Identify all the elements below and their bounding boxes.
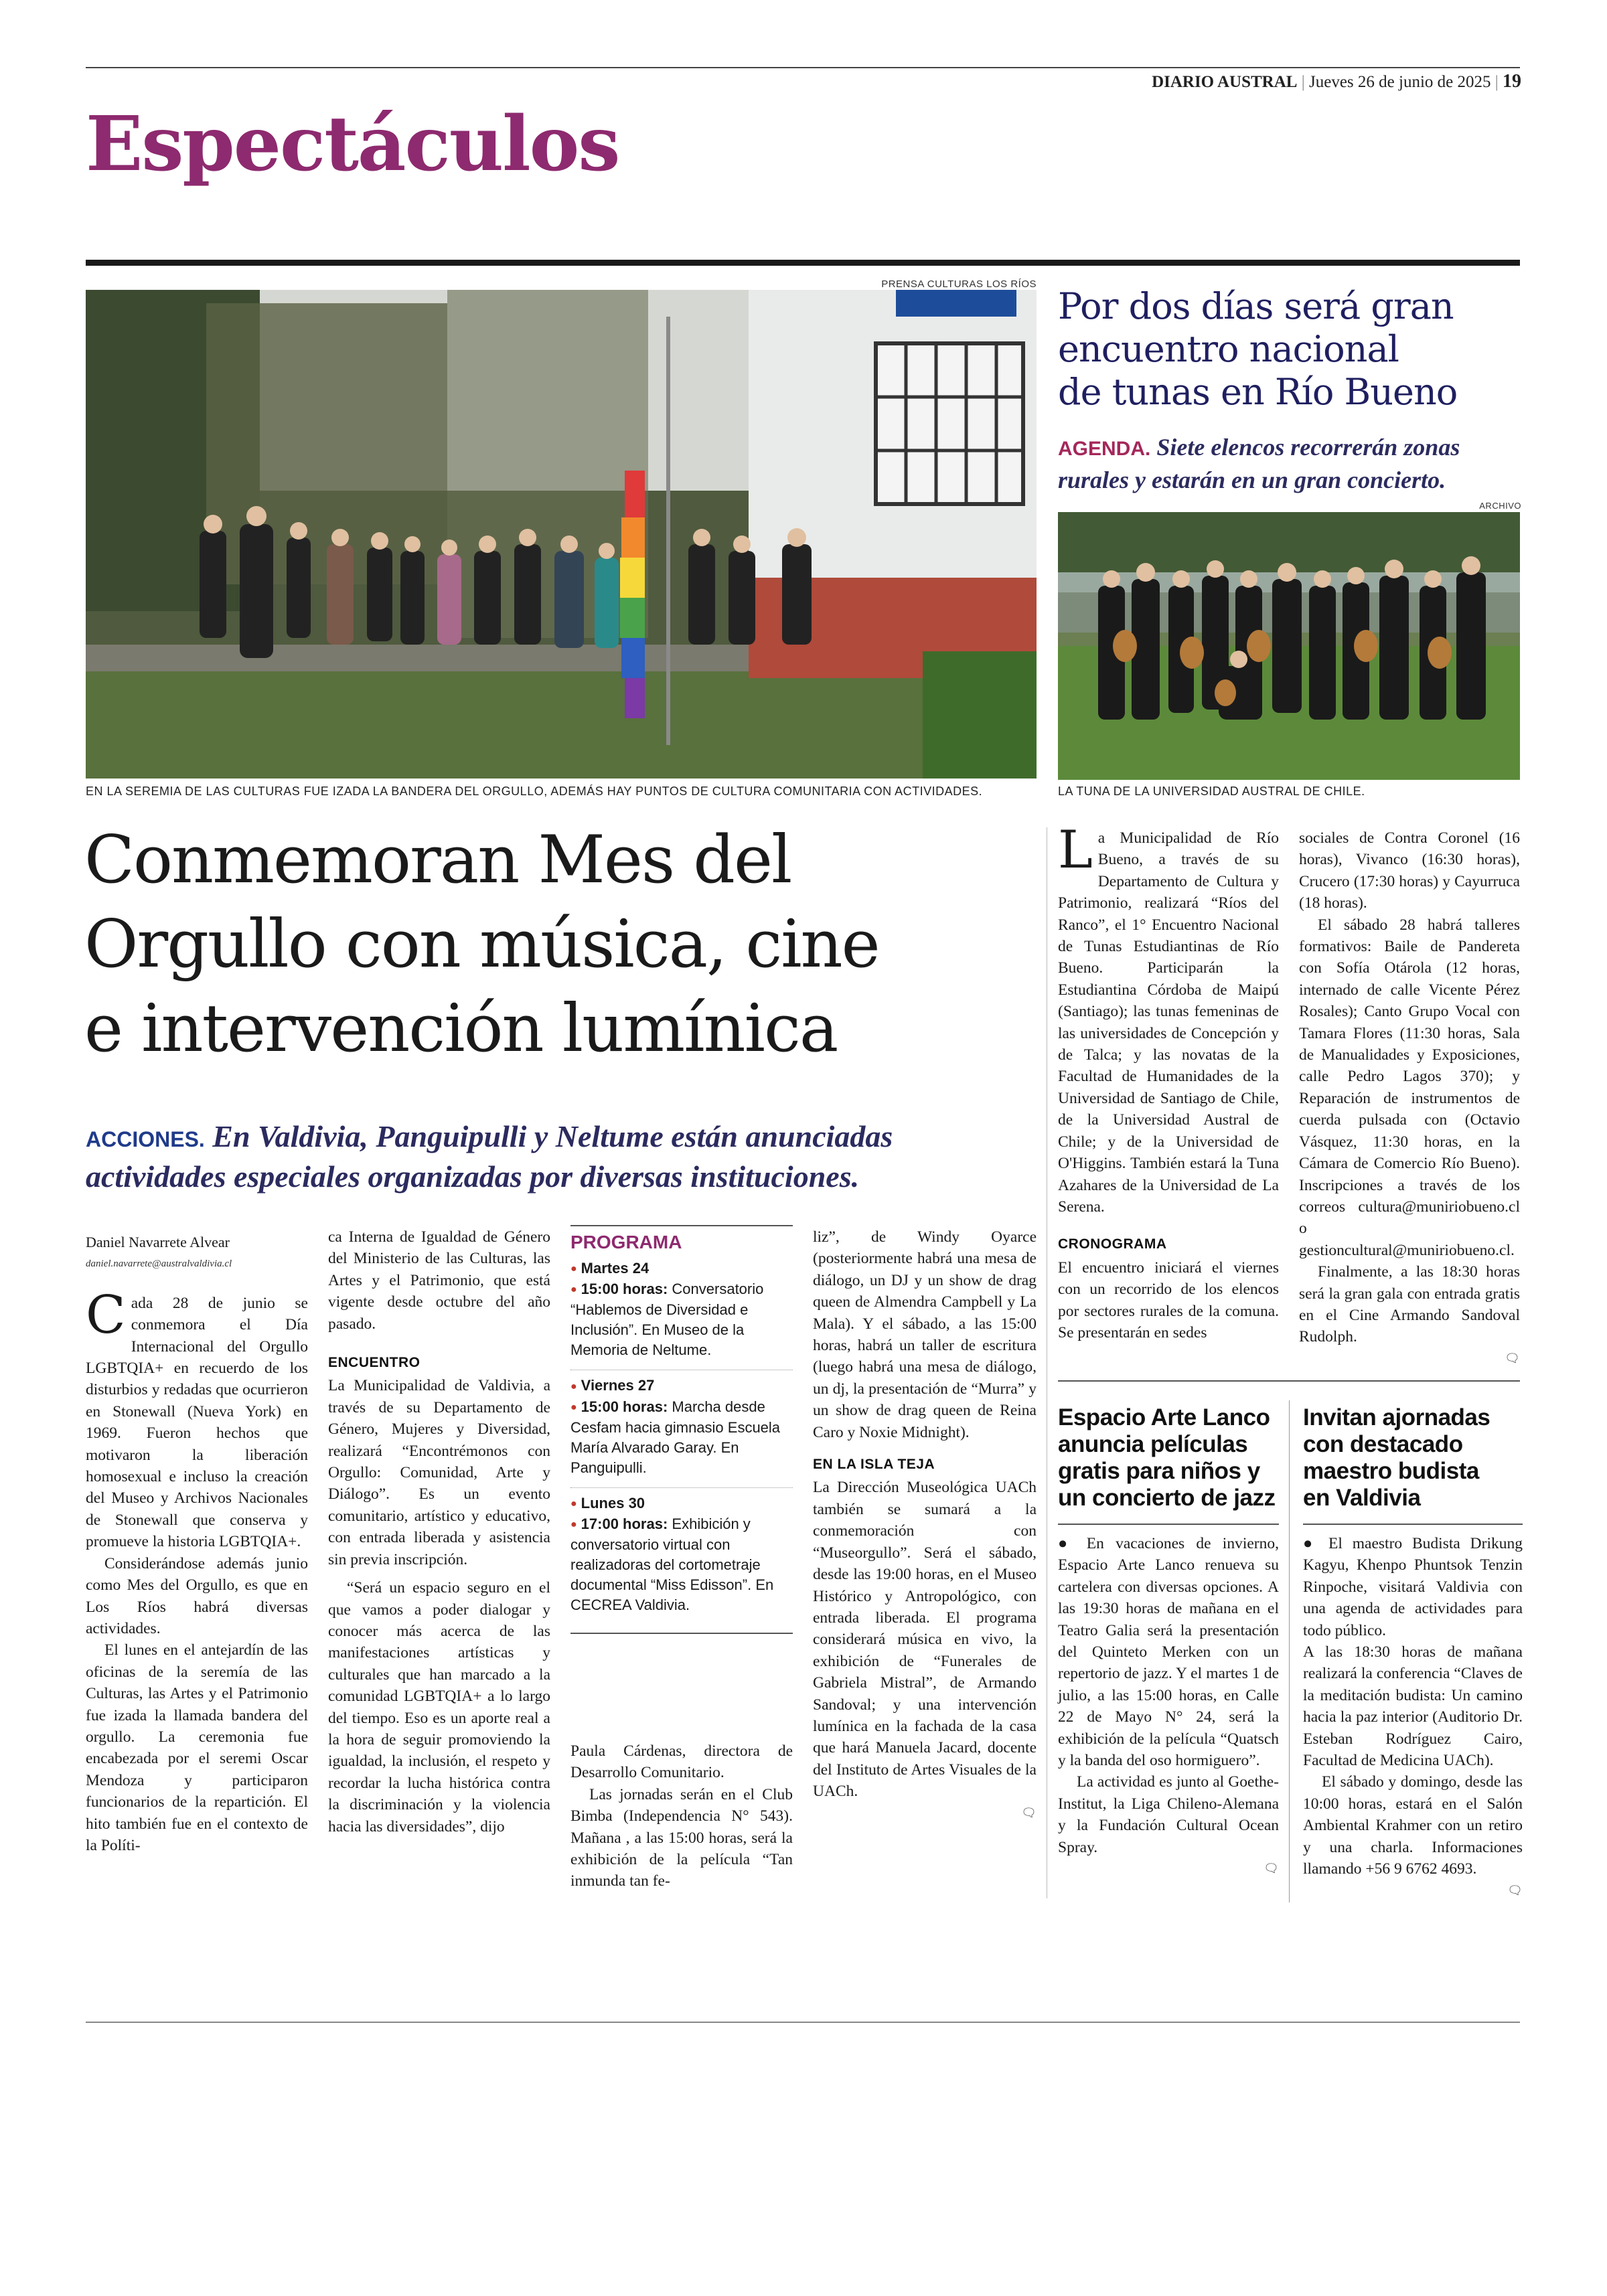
main-headline	[84, 818, 1049, 1071]
box-right-headline-line: maestro budista	[1303, 1458, 1479, 1484]
side-col2-p1: sociales de Contra Coronel (16 horas), Vivanco (16:30 horas), Crucero (17:30 horas) y Cayurruca (18 horas).	[1299, 829, 1520, 912]
side-photo-caption: LA TUNA DE LA UNIVERSIDAD AUSTRAL DE CHILE.	[1058, 785, 1365, 798]
main-col2-p1: ca Interna de Igualdad de Género del Ministerio de las Culturas, las Artes y el Patrimonio, que está vigente desde octubre del año pasado.	[328, 1228, 550, 1333]
program-top-rule	[570, 1225, 793, 1226]
tuna-group-image	[1058, 512, 1520, 780]
isla-teja-subhead: EN LA ISLA TEJA	[813, 1457, 935, 1473]
bullet-dot-icon: ●	[570, 1380, 577, 1392]
page-number: 19	[1503, 71, 1521, 92]
side-col1-p1: a Municipalidad de Río Bueno, a través de su Departamento de Cultura y Patrimonio, realizará “Ríos del Ranco”, el 1° Encuentro Nacional de Tunas Estudiantinas de Río Bueno. Participarán la Estudiantina Córdoba de Maipú (Santiago); las tunas femeninas de las universidades de Concepción y de Talca; y las novatas de la Facultad de Humanidades de la Universidad de Santiago de Chile, de la Universidad Austral de Chile; y de la Universidad de O'Higgins. También estará la Tuna Azahares de la Universidad de La Serena.	[1058, 829, 1279, 1216]
encuentro-subhead: ENCUENTRO	[328, 1355, 420, 1371]
box-right-rule	[1303, 1524, 1523, 1525]
side-dropcap: L	[1058, 820, 1093, 880]
bottom-rule	[86, 2022, 1520, 2023]
main-col4-p2: La Dirección Museológica UACh también se sumará a la conmemoración con “Museorgullo”. Será el sábado, desde las 19:00 horas, en el Museo Histórico y Antropológico, con entrada liberada. El programa considerará música en vivo, la exhibición de “Funerales de Gabriela Mistral”, de Armando Sandoval; y una intervención lumínica en la fachada de la casa que hará Manuela Jacard, docente del Instituto de Artes Visuales de la UACh.	[813, 1479, 1037, 1801]
boxes-top-rule	[1058, 1380, 1520, 1382]
side-col1-p2: El encuentro iniciará el viernes con un recorrido de los elencos por sectores rurales de la comuna. Se presentarán en sedes	[1058, 1258, 1279, 1341]
side-lead-line-1: Siete elencos recorrerán zonas	[1156, 434, 1460, 461]
program-text: Marcha desde Cesfam hacia gimnasio Escuela María Alvarado Garay. En Panguipulli.	[570, 1398, 781, 1476]
main-col1-p3: El lunes en el antejardín de las oficinas de la seremía de las Culturas, las Artes y el Patrimonio fue izada la llamada bandera del orgullo. La ceremonia fue encabezada por el seremi Oscar Mendoza y participaron funcionarios de la repartición. El hito también fue en el contexto de la Políti-	[86, 1641, 308, 1854]
bullet-dot-icon: ●	[1058, 1535, 1087, 1552]
main-lead	[86, 1118, 1050, 1196]
end-mark-icon: 🗨	[1507, 1883, 1523, 1898]
box-right-headline	[1303, 1404, 1523, 1511]
side-lead	[1058, 432, 1527, 495]
main-lead-line-2: actividades especiales organizadas por diversas instituciones.	[86, 1159, 860, 1194]
box-right-p1: El maestro Budista Drikung Kagyu, Khenpo Phuntsok Tenzin Rinpoche, visitará Valdivia con una agenda de actividades para todo público.	[1303, 1535, 1523, 1639]
box-left-headline-line: anuncia películas	[1058, 1431, 1248, 1457]
section-title: Espectáculos	[86, 100, 619, 188]
side-headline	[1058, 285, 1527, 414]
program-day: Martes 24	[581, 1260, 649, 1277]
side-col2-p3: Finalmente, a las 18:30 horas será la gran gala con entrada gratis en el Cine Armando Sandoval Rudolph.	[1299, 1263, 1520, 1346]
box-left-headline-line: Espacio Arte Lanco	[1058, 1404, 1270, 1430]
main-headline-line-2: Orgullo con música, cine	[84, 906, 879, 983]
side-headline-line-2: encuentro nacional	[1058, 328, 1399, 370]
side-col-1	[1058, 820, 1279, 1343]
main-col2-p3: “Será un espacio seguro en el que vamos a poder dialogar y conocer más acerca de las manifestaciones artísticas y culturales que han marcado a la comunidad LGBTQIA+ a lo largo del tiempo. Eso es un aporte real a la hora de seguir promoviendo la igualdad, la inclusión, el respeto y recordar la lucha histórica contra la discriminación y la violencia hacia las diversidades”, dijo	[328, 1579, 550, 1835]
bullet-dot-icon: ●	[1303, 1535, 1329, 1552]
main-lead-line-1: En Valdivia, Panguipulli y Neltume están anunciadas	[212, 1119, 893, 1153]
main-col-3	[570, 1740, 793, 1892]
program-text: Exhibición y conversatorio virtual con realizadoras del cortometraje documental “Miss Edisson”. En CECREA Valdivia.	[570, 1515, 774, 1614]
side-lead-line-2: rurales y estarán en un gran concierto.	[1058, 467, 1446, 493]
side-col-2	[1299, 827, 1520, 1370]
box-right-p2: A las 18:30 horas de mañana realizará la conferencia “Claves de la meditación budista: Un camino hacia la paz interior (Auditorio Dr. Esteban Rodríguez Cairo, Facultad de Medicina UACh).	[1303, 1643, 1523, 1770]
byline: Daniel Navarrete Alvear	[86, 1234, 230, 1250]
section-rule	[86, 260, 1520, 266]
bullet-dot-icon: ●	[570, 1284, 577, 1296]
main-dropcap: C	[86, 1285, 126, 1345]
side-photo-credit: ARCHIVO	[1479, 501, 1521, 511]
program-text: Conversatorio “Hablemos de Diversidad e Inclusión”. En Museo de la Memoria de Neltume.	[570, 1281, 764, 1359]
main-col-2	[328, 1226, 550, 1837]
cronograma-subhead: CRONOGRAMA	[1058, 1236, 1167, 1252]
side-photo	[1058, 512, 1520, 780]
program-day: Lunes 30	[581, 1494, 645, 1511]
main-col-1	[86, 1232, 308, 1856]
box-left-p1: En vacaciones de invierno, Espacio Arte Lanco renueva su cartelera con diversas opciones. A las 19:30 horas de mañana en el Teatro Galia será la presentación del Quinteto Merken con un repertorio de jazz. Y el martes 1 de julio, a las 15:00 horas, en Calle 22 de Mayo N° 24, será la exhibición de la película “Quatsch y la banda del oso hormiguero”.	[1058, 1535, 1279, 1770]
header-date: Jueves 26 de junio de 2025	[1309, 73, 1491, 91]
program-item	[570, 1258, 793, 1360]
main-headline-line-1: Conmemoran Mes del	[84, 822, 791, 898]
side-headline-line-3: de tunas en Río Bueno	[1058, 371, 1458, 413]
end-mark-icon: 🗨	[1264, 1862, 1279, 1876]
box-left-p2: La actividad es junto al Goethe-Institut, la Liga Chileno-Alemana y la Fundación Cultural Ocean Spray.	[1058, 1773, 1279, 1856]
box-left-headline-line: un concierto de jazz	[1058, 1485, 1276, 1511]
bullet-dot-icon: ●	[570, 1497, 577, 1509]
main-photo-caption: EN LA SEREMIA DE LAS CULTURAS FUE IZADA LA BANDERA DEL ORGULLO, ADEMÁS HAY PUNTOS DE CULTURA COMUNITARIA CON ACTIVIDADES.	[86, 785, 983, 798]
program-day: Viernes 27	[581, 1377, 655, 1394]
main-photo-credit: PRENSA CULTURAS LOS RÍOS	[881, 278, 1037, 290]
main-col4-p1: liz”, de Windy Oyarce (posteriormente habrá una mesa de diálogo, un DJ y un show de drag queen de Almendra Campbell y La Mala). Y el sábado, a las 15:00 horas, habrá un taller de escritura (luego habrá una mesa de diálogo, un dj, la presentación de “Murra” y un show de drag queen de Reina Caro y Noxie Midnight).	[813, 1228, 1037, 1441]
box-left	[1058, 1404, 1279, 1880]
program-time: 15:00 horas:	[581, 1398, 668, 1415]
box-right-headline-line: en Valdivia	[1303, 1485, 1421, 1511]
program-item	[570, 1493, 793, 1615]
paper-name: DIARIO AUSTRAL	[1152, 73, 1298, 91]
bullet-dot-icon: ●	[570, 1401, 577, 1413]
main-photo	[86, 290, 1037, 778]
pride-flag-ceremony-image	[86, 290, 1037, 778]
bullet-dot-icon: ●	[570, 1519, 577, 1531]
main-col1-p1: ada 28 de junio se conmemora el Día Internacional del Orgullo LGBTQIA+ en recuerdo de los disturbios y redadas que ocurrieron en Stonewall (Nueva York) en 1969. Fueron hechos que motivaron la liberación homosexual e incluso la creación del Museo y Archivos Nacionales de Stonewall que conserva y promueve la historia LGBTQIA+.	[86, 1294, 308, 1551]
program-list	[570, 1258, 793, 1615]
end-mark-icon: 🗨	[1505, 1351, 1520, 1366]
bullet-dot-icon: ●	[570, 1263, 577, 1275]
box-right	[1303, 1404, 1523, 1902]
main-headline-line-3: e intervención lumínica	[84, 991, 838, 1067]
main-col-4	[813, 1226, 1037, 1824]
side-headline-line-1: Por dos días será gran	[1058, 285, 1454, 327]
program-title: PROGRAMA	[570, 1232, 682, 1252]
program-time: 15:00 horas:	[581, 1281, 668, 1298]
program-bottom-rule	[570, 1633, 793, 1634]
main-col3-p2: Las jornadas serán en el Club Bimba (Independencia N° 543). Mañana , a las 15:00 horas, será la exhibición de la película “Tan inmunda tan fe-	[570, 1785, 793, 1890]
program-time: 17:00 horas:	[581, 1515, 668, 1532]
box-left-rule	[1058, 1524, 1279, 1525]
box-left-headline	[1058, 1404, 1279, 1511]
box-right-p3: El sábado y domingo, desde las 10:00 horas, estará en el Salón Ambiental Krahmer con un retiro y una charla. Informaciones llamando +56 9 6762 4693.	[1303, 1773, 1523, 1878]
side-kicker: AGENDA.	[1058, 438, 1151, 460]
boxes-divider	[1289, 1400, 1290, 1902]
end-mark-icon: 🗨	[1021, 1805, 1037, 1820]
main-col3-p1: Paula Cárdenas, directora de Desarrollo Comunitario.	[570, 1742, 793, 1782]
box-left-headline-line: gratis para niños y	[1058, 1458, 1260, 1484]
box-right-headline-line: con destacado	[1303, 1431, 1463, 1457]
top-rule	[86, 67, 1520, 68]
page-header: DIARIO AUSTRAL | Jueves 26 de junio de 2025 | 19	[1152, 71, 1521, 92]
side-col2-p2: El sábado 28 habrá talleres formativos: Baile de Pandereta con Sofía Otárola (12 horas, internado de calle Vicente Pérez Rosales); Canto Grupo Vocal con Tamara Flores (11:30 horas, Sala de Manualidades y Exposiciones, calle Pedro Lagos 370); y Reparación de instrumentos de cuerda pulsada con (Octavio Vásquez, 11:30 horas, en la Cámara de Comercio Río Bueno). Inscripciones a través de los correos cultura@muniriobueno.cl o gestioncultural@muniriobueno.cl.	[1299, 916, 1520, 1259]
byline-email: daniel.navarrete@australvaldivia.cl	[86, 1258, 232, 1270]
main-col1-p2: Considerándose además junio como Mes del Orgullo, es que en Los Ríos habrá diversas actividades.	[86, 1554, 308, 1637]
main-col2-p2: La Municipalidad de Valdivia, a través de su Departamento de Género, Mujeres y Diversidad, realizará “Encontrémonos con Orgullo: Comunidad, Arte y Diálogo”. Es un evento comunitario, artístico y educativo, con entrada liberada y asistencia sin previa inscripción.	[328, 1377, 550, 1568]
box-right-headline-line: Invitan ajornadas	[1303, 1404, 1490, 1430]
main-kicker: ACCIONES.	[86, 1127, 205, 1151]
program-box	[570, 1225, 793, 1634]
program-item	[570, 1376, 793, 1477]
